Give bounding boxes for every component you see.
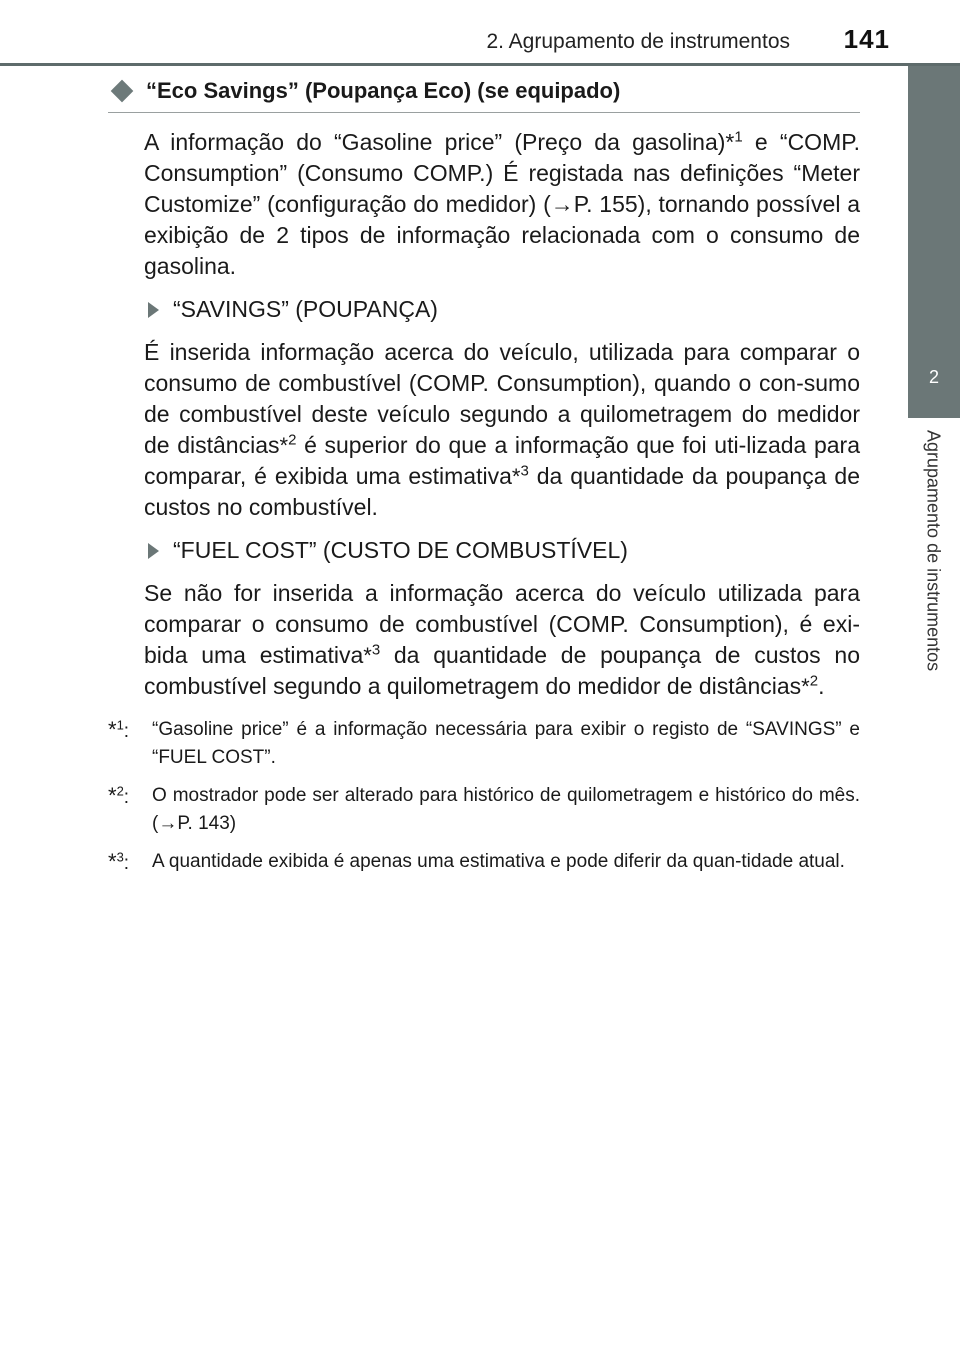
intro-paragraph: A informação do “Gasoline price” (Preço da gasolina)*$^1$ e “COMP. Consumption” (Consumo COMP.) É registada nas definições “Meter Customize” (configuração do medidor) (→P. 155), tornando possível a exibição de 2 tipos de informação relacionada com o consumo de gasolina. (144, 128, 860, 279)
footnote-3: *$^3$: A quantidade exibida é apenas uma estimativa e pode diferir da quan-tidade atual. (108, 848, 860, 878)
bullet-label: “SAVINGS” (POUPANÇA) (173, 296, 438, 322)
side-tab-number: 2 (908, 336, 960, 418)
footnote-text: O mostrador pode ser alterado para histórico de quilometragem e histórico do mês. (→P. 143) (152, 785, 860, 834)
chapter-title: 2. Agrupamento de instrumentos (486, 30, 790, 53)
side-tab-label: Agrupamento de instrumentos (923, 430, 944, 672)
diamond-icon (111, 80, 134, 103)
header-rule (0, 63, 960, 66)
footnotes (108, 716, 860, 878)
bullet-label: “FUEL COST” (CUSTO DE COMBUSTÍVEL) (173, 537, 628, 563)
page-header (0, 0, 960, 60)
page-number: 141 (843, 24, 890, 54)
triangle-bullet-icon (148, 302, 159, 318)
footnote-text: “Gasoline price” é a informação necessária para exibir o registo de “SAVINGS” e “FUEL COST”. (152, 719, 860, 768)
section-body (108, 127, 860, 702)
bullet-savings (144, 294, 860, 325)
section-title: “Eco Savings” (Poupança Eco) (se equipado) (146, 78, 621, 103)
triangle-bullet-icon (148, 543, 159, 559)
side-tab-bar (908, 66, 960, 336)
footnote-text: A quantidade exibida é apenas uma estimativa e pode diferir da quan-tidade atual. (152, 851, 845, 872)
footnote-2: *$^2$: O mostrador pode ser alterado para histórico de quilometragem e histórico do mês. (→P. 143) (108, 782, 860, 838)
section-heading (108, 70, 860, 113)
fuel-cost-paragraph: Se não for inserida a informação acerca do veículo utilizada para comparar o consumo de combustível (COMP. Consumption), é exi-bida uma estimativa*$^3$ da quantidade de poupança de custos no combustível segundo a quilometragem do medidor de distâncias*$^2$. (144, 580, 860, 699)
savings-paragraph: É inserida informação acerca do veículo, utilizada para comparar o consumo de combustível (COMP. Consumption), quando o con-sumo de combustível deste veículo segundo a quilometragem do medidor de distâncias*$^2$ é superior do que a informação que foi uti-lizada para comparar, é exibida uma estimativa*$^3$ da quantidade da poupança de custos no combustível. (144, 339, 861, 520)
bullet-fuel-cost (144, 535, 860, 566)
footnote-1: *$^1$: “Gasoline price” é a informação necessária para exibir o registo de “SAVINGS” e “FUEL COST”. (108, 716, 860, 772)
page-content (108, 70, 860, 878)
